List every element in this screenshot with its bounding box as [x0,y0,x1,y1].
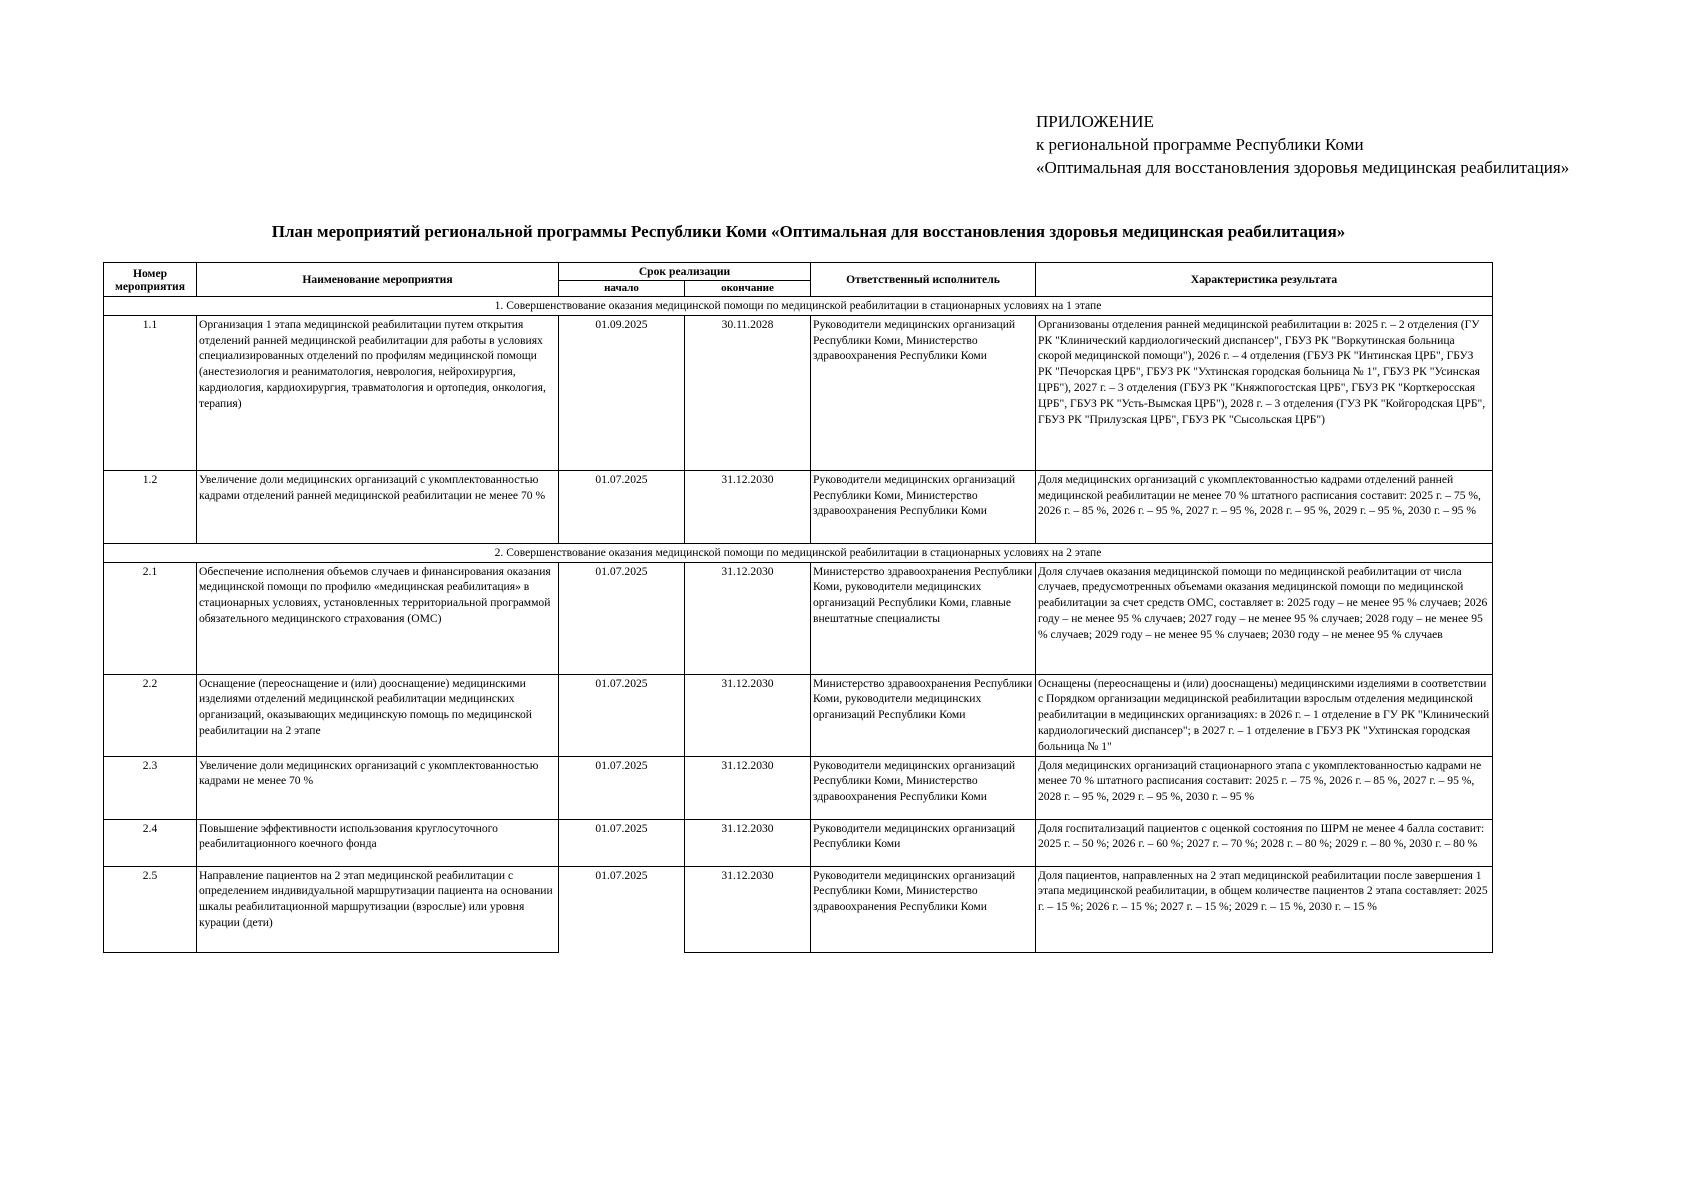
row-number: 2.4 [104,819,197,866]
row-responsible: Министерство здравоохранения Республики Коми, руководители медицинских организаций Республики Коми [811,674,1036,756]
row-end: 31.12.2030 [685,470,811,543]
row-responsible: Руководители медицинских организаций Республики Коми [811,819,1036,866]
row-start: 01.07.2025 [559,562,685,674]
header-number: Номер мероприятия [104,263,197,297]
row-end: 30.11.2028 [685,315,811,470]
row-result: Доля медицинских организаций стационарного этапа с укомплектованностью кадрами не менее 70 % штатного расписания составит: 2025 г. – 75 %, 2026 г. – 85 %, 2027 г. – 95 %, 2028 г. – 95 %, 2029 г. – 95 %, 2030 г. – 95 % [1036,756,1493,819]
row-result: Доля медицинских организаций с укомплектованностью кадрами отделений ранней медицинской реабилитации не менее 70 % штатного расписания составит: 2025 г. – 75 %, 2026 г. – 85 %, 2026 г. – 95 %, 2027 г. – 95 %, 2028 г. – 95 %, 2029 г. – 95 %, 2030 г. – 95 % [1036,470,1493,543]
row-start: 01.07.2025 [559,674,685,756]
row-result: Доля пациентов, направленных на 2 этап медицинской реабилитации после завершения 1 этапа медицинской реабилитации, в общем количестве пациентов 2 этапа составляет: 2025 г. – 15 %; 2026 г. – 15 %; 2027 г. – 15 %; 2029 г. – 15 %, 2030 г. – 15 % [1036,866,1493,952]
row-name: Направление пациентов на 2 этап медицинской реабилитации с определением индивидуальной маршрутизации пациента на основании шкалы реабилитационной маршрутизации (взрослые) или уровня курации (дети) [197,866,559,952]
row-start: 01.07.2025 [559,866,685,952]
row-end: 31.12.2030 [685,756,811,819]
row-start: 01.07.2025 [559,756,685,819]
row-end: 31.12.2030 [685,866,811,952]
table-row [104,315,1493,470]
row-number: 1.2 [104,470,197,543]
row-result: Доля случаев оказания медицинской помощи по медицинской реабилитации от числа случаев, предусмотренных объемами оказания медицинской помощи по медицинской реабилитации за счет средств ОМС, составляет в: 2025 году – не менее 95 % случаев; 2026 году – не менее 95 % случаев; 2027 году – не менее 95 % случаев; 2028 году – не менее 95 % случаев; 2029 году – не менее 95 % случаев; 2030 году – не менее 95 % случаев [1036,562,1493,674]
row-result: Доля госпитализаций пациентов с оценкой состояния по ШРМ не менее 4 балла составит: 2025 г. – 50 %; 2026 г. – 60 %; 2027 г. – 70 %; 2028 г. – 80 %; 2029 г. – 80 %, 2030 г. – 80 % [1036,819,1493,866]
row-name: Оснащение (переоснащение и (или) дооснащение) медицинскими изделиями отделений медицинской реабилитации медицинских организаций, оказывающих медицинскую помощь по медицинской реабилитации на 2 этапе [197,674,559,756]
header-period: Срок реализации [559,263,811,281]
row-start: 01.09.2025 [559,315,685,470]
row-start: 01.07.2025 [559,470,685,543]
table-row [104,674,1493,756]
row-number: 2.3 [104,756,197,819]
row-end: 31.12.2030 [685,819,811,866]
row-name: Организация 1 этапа медицинской реабилитации путем открытия отделений ранней медицинской реабилитации для работы в условиях специализированных отделений по профилям медицинской помощи (анестезиология и реаниматология, неврология, нейрохирургия, кардиология, кардиохирургия, травматология и ортопедия, онкология, терапия) [197,315,559,470]
row-end: 31.12.2030 [685,674,811,756]
document-title: План мероприятий региональной программы Республики Коми «Оптимальная для восстановления здоровья медицинская реабилитация» [271,222,1346,241]
table-row [104,562,1493,674]
table-row [104,470,1493,543]
row-name: Увеличение доли медицинских организаций с укомплектованностью кадрами не менее 70 % [197,756,559,819]
table-row [104,756,1493,819]
appendix-block [1036,110,1569,179]
row-result: Организованы отделения ранней медицинской реабилитации в: 2025 г. – 2 отделения (ГУ РК "Клинический кардиологический диспансер", ГБУЗ РК "Воркутинская больница скорой медицинской помощи"), 2026 г. – 4 отделения (ГБУЗ РК "Интинская ЦРБ", ГБУЗ РК "Печорская ЦРБ", ГБУЗ РК "Ухтинская городская больница № 1", ГБУЗ РК "Усинская ЦРБ"), 2027 г. – 3 отделения (ГБУЗ РК "Княжпогостская ЦРБ", ГБУЗ РК "Корткеросская ЦРБ", ГБУЗ РК "Усть-Вымская ЦРБ"), 2028 г. – 3 отделения (ГУЗ РК "Койгородская ЦРБ", ГБУЗ РК "Прилузская ЦРБ", ГБУЗ РК "Сысольская ЦРБ") [1036,315,1493,470]
section-row: 2. Совершенствование оказания медицинской помощи по медицинской реабилитации в стационарных условиях на 2 этапе [104,543,1493,562]
row-name: Увеличение доли медицинских организаций с укомплектованностью кадрами отделений ранней медицинской реабилитации не менее 70 % [197,470,559,543]
row-responsible: Руководители медицинских организаций Республики Коми, Министерство здравоохранения Республики Коми [811,866,1036,952]
table-row [104,866,1493,952]
appendix-line: к региональной программе Республики Коми [1036,135,1364,154]
header-name: Наименование мероприятия [197,263,559,297]
plan-table [103,262,1493,953]
row-end: 31.12.2030 [685,562,811,674]
row-number: 2.5 [104,866,197,952]
appendix-line: «Оптимальная для восстановления здоровья медицинская реабилитация» [1036,158,1570,177]
row-responsible: Руководители медицинских организаций Республики Коми, Министерство здравоохранения Республики Коми [811,756,1036,819]
header-responsible: Ответственный исполнитель [811,263,1036,297]
header-start: начало [559,281,685,297]
row-responsible: Руководители медицинских организаций Республики Коми, Министерство здравоохранения Республики Коми [811,315,1036,470]
row-number: 2.2 [104,674,197,756]
appendix-title: ПРИЛОЖЕНИЕ [1036,112,1154,131]
row-number: 2.1 [104,562,197,674]
table-row [104,819,1493,866]
section-row: 1. Совершенствование оказания медицинской помощи по медицинской реабилитации в стационарных условиях на 1 этапе [104,297,1493,316]
row-responsible: Министерство здравоохранения Республики Коми, руководители медицинских организаций Республики Коми, главные внештатные специалисты [811,562,1036,674]
row-responsible: Руководители медицинских организаций Республики Коми, Министерство здравоохранения Республики Коми [811,470,1036,543]
header-end: окончание [685,281,811,297]
row-number: 1.1 [104,315,197,470]
row-name: Повышение эффективности использования круглосуточного реабилитационного коечного фонда [197,819,559,866]
header-result: Характеристика результата [1036,263,1493,297]
row-start: 01.07.2025 [559,819,685,866]
row-name: Обеспечение исполнения объемов случаев и финансирования оказания медицинской помощи по профилю «медицинская реабилитация» в стационарных условиях, установленных территориальной программой обязательного медицинского страхования (ОМС) [197,562,559,674]
row-result: Оснащены (переоснащены и (или) дооснащены) медицинскими изделиями в соответствии с Порядком организации медицинской реабилитации взрослым отделения медицинской реабилитации в медицинских организациях: в 2026 г. – 1 отделение в ГУ РК "Клинический кардиологический диспансер"; в 2027 г. – 1 отделение в ГБУЗ РК "Ухтинская городская больница № 1" [1036,674,1493,756]
